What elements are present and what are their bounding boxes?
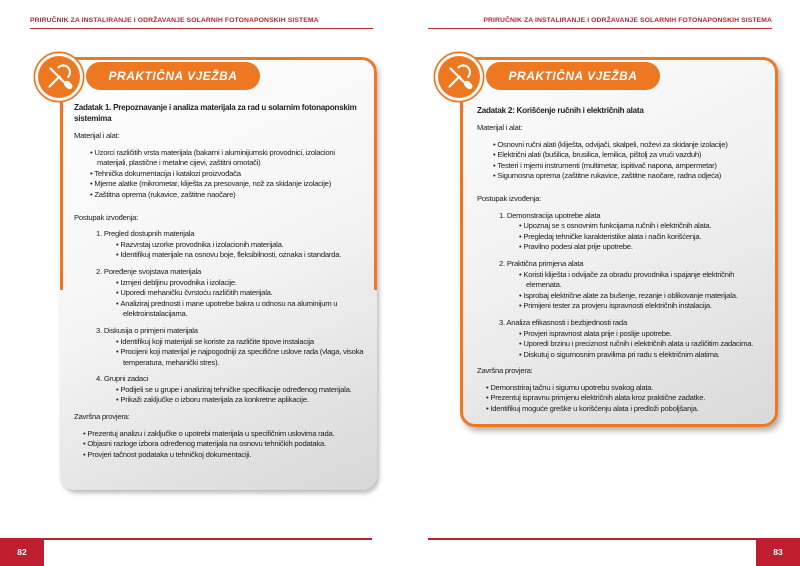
procedure-title: Demonstracija upotrebe alata bbox=[506, 210, 601, 220]
procedure-step: • Pravilno podesi alat prije upotrebe. bbox=[519, 242, 762, 253]
material-item: • Osnovni ručni alati (kliješta, odvijači, skalpeli, noževi za skidanje izolacije) bbox=[493, 140, 762, 151]
procedure-step: • Analiziraj prednosti i mane upotrebe bakra u odnosu na aluminijum u elektroinstalacijama. bbox=[116, 299, 364, 320]
running-header-right: PRIRUČNIK ZA INSTALIRANJE I ODRŽAVANJE SOLARNIH FOTONAPONSKIH SISTEMA bbox=[428, 17, 772, 29]
final-check-item: • Prezentuj analizu i zaključke o upotrebi materijala u specifičnim uslovima rada. bbox=[83, 429, 364, 440]
procedure-item bbox=[96, 374, 364, 406]
procedure-number: 4. bbox=[96, 374, 102, 384]
task-card-left bbox=[60, 57, 377, 490]
procedure-title: Praktična primjena alata bbox=[506, 258, 584, 268]
procedure-title: Pregled dostupnih materijala bbox=[103, 229, 195, 239]
material-item: • Mjerne alatke (mikrometar, kliješta za presovanje, nož za skidanje izolacije) bbox=[90, 179, 364, 190]
procedure-number: 2. bbox=[96, 266, 102, 276]
procedure-step: • Isprobaj električne alate za bušenje, rezanje i oblikovanje materijala. bbox=[519, 291, 762, 302]
material-item: • Sigurnosna oprema (zaštitne rukavice, zaštitne naočare, radna odjeća) bbox=[493, 171, 762, 182]
materials-list bbox=[477, 140, 762, 182]
procedure-steps bbox=[96, 240, 364, 261]
procedure-number: 1. bbox=[96, 229, 102, 239]
procedure-step: • Uporedi mehaničku čvrstoću različitih materijala. bbox=[116, 288, 364, 299]
procedure-steps bbox=[96, 278, 364, 320]
procedure-step: • Izmjeri debljinu provodnika i izolacije. bbox=[116, 278, 364, 289]
practical-exercise-badge: PRAKTIČNA VJEŽBA bbox=[86, 62, 260, 90]
procedure-number: 2. bbox=[499, 258, 505, 268]
procedure-step: • Diskutuj o sigurnosnim pravilima pri radu s električnim alatima. bbox=[519, 350, 762, 361]
final-check-list bbox=[74, 429, 364, 461]
procedure-step: • Identifikuj materijale na osnovu boje, fleksibilnosti, oznaka i standarda. bbox=[116, 250, 364, 261]
procedure-steps bbox=[96, 337, 364, 369]
procedure-step: • Identifikuj koji materijali se koriste za različite tipove instalacija bbox=[116, 337, 364, 348]
procedure-list bbox=[74, 229, 364, 406]
procedure-number: 3. bbox=[499, 317, 505, 327]
procedure-step: • Razvrstaj uzorke provodnika i izolacionih materijala. bbox=[116, 240, 364, 251]
material-item: • Uzorci različitih vrsta materijala (bakarni i aluminijumski provodnici, izolacioni materijali, plastične i metalne cijevi, zaštitni omotači) bbox=[90, 148, 364, 169]
procedure-label: Postupak izvođenja: bbox=[74, 212, 139, 222]
procedure-item bbox=[499, 318, 762, 360]
final-check-item: • Demonstriraj tačnu i sigurnu upotrebu svakog alata. bbox=[486, 383, 762, 394]
task-card-left-content bbox=[60, 57, 377, 490]
material-item: • Tehnička dokumentacija i katalozi proizvođača bbox=[90, 169, 364, 180]
task-title: Zadatak 2: Korišćenje ručnih i električnih alata bbox=[477, 106, 644, 115]
procedure-title: Analiza efikasnosti i bezbjednosti rada bbox=[506, 317, 627, 327]
procedure-title: Diskusija o primjeni materijala bbox=[103, 325, 198, 335]
procedure-step: • Procijeni koji materijal je najpogodniji za specifične uslove rada (vlaga, visoka temperatura, mehanički stres). bbox=[116, 347, 364, 368]
procedure-steps bbox=[96, 385, 364, 406]
procedure-item bbox=[96, 326, 364, 368]
procedure-item bbox=[499, 259, 762, 312]
procedure-steps bbox=[499, 221, 762, 253]
procedure-number: 1. bbox=[499, 210, 505, 220]
procedure-step: • Uporedi brzinu i preciznost ručnih i električnih alata u različitim zadacima. bbox=[519, 339, 762, 350]
procedure-steps bbox=[499, 270, 762, 312]
procedure-step: • Primijeni tester za provjeru ispravnosti električnih instalacija. bbox=[519, 301, 762, 312]
wrench-screwdriver-icon bbox=[433, 51, 485, 103]
material-item: • Testeri i mjerni instrumenti (multimetar, ispitivač napona, ampermetar) bbox=[493, 161, 762, 172]
material-item: • Zaštitna oprema (rukavice, zaštitne naočare) bbox=[90, 190, 364, 201]
final-check-item: • Prezentuj ispravnu primjenu električnih alata kroz praktične zadatke. bbox=[486, 393, 762, 404]
procedure-number: 3. bbox=[96, 325, 102, 335]
practical-exercise-badge: PRAKTIČNA VJEŽBA bbox=[486, 62, 660, 90]
procedure-list bbox=[477, 211, 762, 361]
procedure-step: • Provjeri ispravnost alata prije i poslije upotrebe. bbox=[519, 329, 762, 340]
final-check-item: • Objasni razloge izbora određenog materijala na osnovu tehničkih podataka. bbox=[83, 439, 364, 450]
procedure-item bbox=[96, 267, 364, 320]
wrench-screwdriver-icon bbox=[33, 51, 85, 103]
final-check-item: • Identifikuj moguće greške u korišćenju alata i predloži poboljšanja. bbox=[486, 404, 762, 415]
materials-label: Materijal i alat: bbox=[74, 131, 120, 140]
procedure-step: • Prikaži zaključke o izboru materijala za konkretne aplikacije. bbox=[116, 395, 364, 406]
procedure-step: • Podijeli se u grupe i analiziraj tehničke specifikacije određenog materijala. bbox=[116, 385, 364, 396]
footer-rule-right bbox=[428, 538, 756, 540]
final-check-list bbox=[477, 383, 762, 415]
footer-rule-left bbox=[44, 538, 372, 540]
procedure-title: Poređenje svojstava materijala bbox=[103, 266, 202, 276]
procedure-label: Postupak izvođenja: bbox=[477, 193, 542, 203]
procedure-step: • Upoznaj se s osnovnim funkcijama ručnih i električnih alata. bbox=[519, 221, 762, 232]
materials-label: Materijal i alat: bbox=[477, 123, 523, 132]
procedure-steps bbox=[499, 329, 762, 361]
procedure-item bbox=[499, 211, 762, 253]
procedure-item bbox=[96, 229, 364, 261]
final-check-label: Završna provjera: bbox=[477, 366, 533, 376]
task-card-right bbox=[460, 57, 778, 427]
page-number-left: 82 bbox=[0, 538, 44, 566]
procedure-step: • Pregledaj tehničke karakteristike alata i način korišćenja. bbox=[519, 232, 762, 243]
page-number-right: 83 bbox=[756, 538, 800, 566]
final-check-label: Završna provjera: bbox=[74, 412, 130, 422]
materials-list bbox=[74, 148, 364, 201]
procedure-title: Grupni zadaci bbox=[103, 374, 148, 384]
task-card-right-content bbox=[463, 60, 775, 424]
procedure-step: • Koristi kliješta i odvijače za obradu provodnika i spajanje električnih elemenata. bbox=[519, 270, 762, 291]
task-title: Zadatak 1. Prepoznavanje i analiza materijala za rad u solarnim fotonaponskim sistemima bbox=[74, 103, 357, 123]
material-item: • Električni alati (bušilica, brusilica, lemilica, pištolj za vrući vazduh) bbox=[493, 150, 762, 161]
final-check-item: • Provjeri tačnost podataka u tehničkoj dokumentaciji. bbox=[83, 450, 364, 461]
running-header-left: PRIRUČNIK ZA INSTALIRANJE I ODRŽAVANJE SOLARNIH FOTONAPONSKIH SISTEMA bbox=[30, 17, 373, 29]
